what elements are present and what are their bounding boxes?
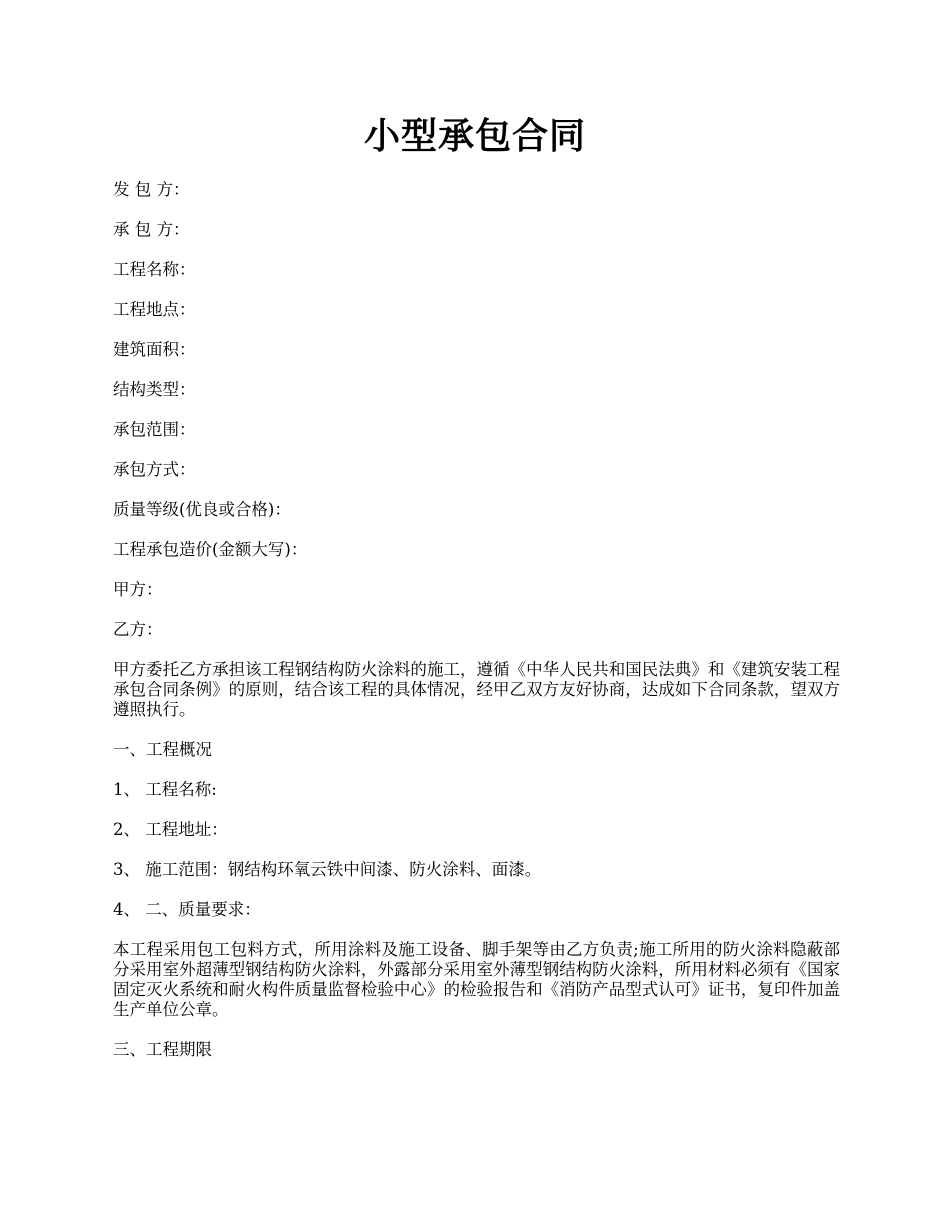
field-project-name: 工程名称： — [113, 260, 196, 279]
section-heading-overview: 一、工程概况 — [113, 740, 212, 759]
field-structure-type: 结构类型： — [113, 380, 196, 399]
field-party-b: 乙方： — [113, 620, 163, 639]
field-quality-grade: 质量等级(优良或合格)： — [113, 500, 291, 519]
field-party-a: 甲方： — [113, 580, 163, 599]
list-item: 3、 施工范围：钢结构环氧云铁中间漆、防火涂料、面漆。 — [113, 860, 542, 879]
field-contract-price: 工程承包造价(金额大写)： — [113, 540, 308, 559]
field-contractor-issuer: 发 包 方： — [113, 180, 190, 199]
document-body — [113, 180, 840, 1080]
document-title: 小型承包合同 — [363, 115, 586, 157]
quality-paragraph: 本工程采用包工包料方式，所用涂料及施工设备、脚手架等由乙方负责;施工所用的防火涂料隐蔽部分采用室外超薄型钢结构防火涂料，外露部分采用室外薄型钢结构防火涂料，所用材料必须有《国家固定灭火系统和耐火构件质量监督检验中心》的检验报告和《消防产品型式认可》证书，复印件加盖生产单位公章。 — [113, 940, 840, 1019]
section-heading-duration: 三、工程期限 — [113, 1040, 212, 1059]
list-item: 4、 二、质量要求： — [113, 900, 261, 919]
field-project-location: 工程地点： — [113, 300, 196, 319]
field-contract-method: 承包方式： — [113, 460, 196, 479]
field-contractor: 承 包 方： — [113, 220, 190, 239]
field-building-area: 建筑面积： — [113, 340, 196, 359]
intro-paragraph: 甲方委托乙方承担该工程钢结构防火涂料的施工，遵循《中华人民共和国民法典》和《建筑安装工程承包合同条例》的原则，结合该工程的具体情况，经甲乙双方友好协商，达成如下合同条款，望双方遵照执行。 — [113, 660, 840, 719]
list-item: 1、 工程名称: — [113, 780, 217, 799]
list-item: 2、 工程地址： — [113, 820, 228, 839]
field-contract-scope: 承包范围： — [113, 420, 196, 439]
